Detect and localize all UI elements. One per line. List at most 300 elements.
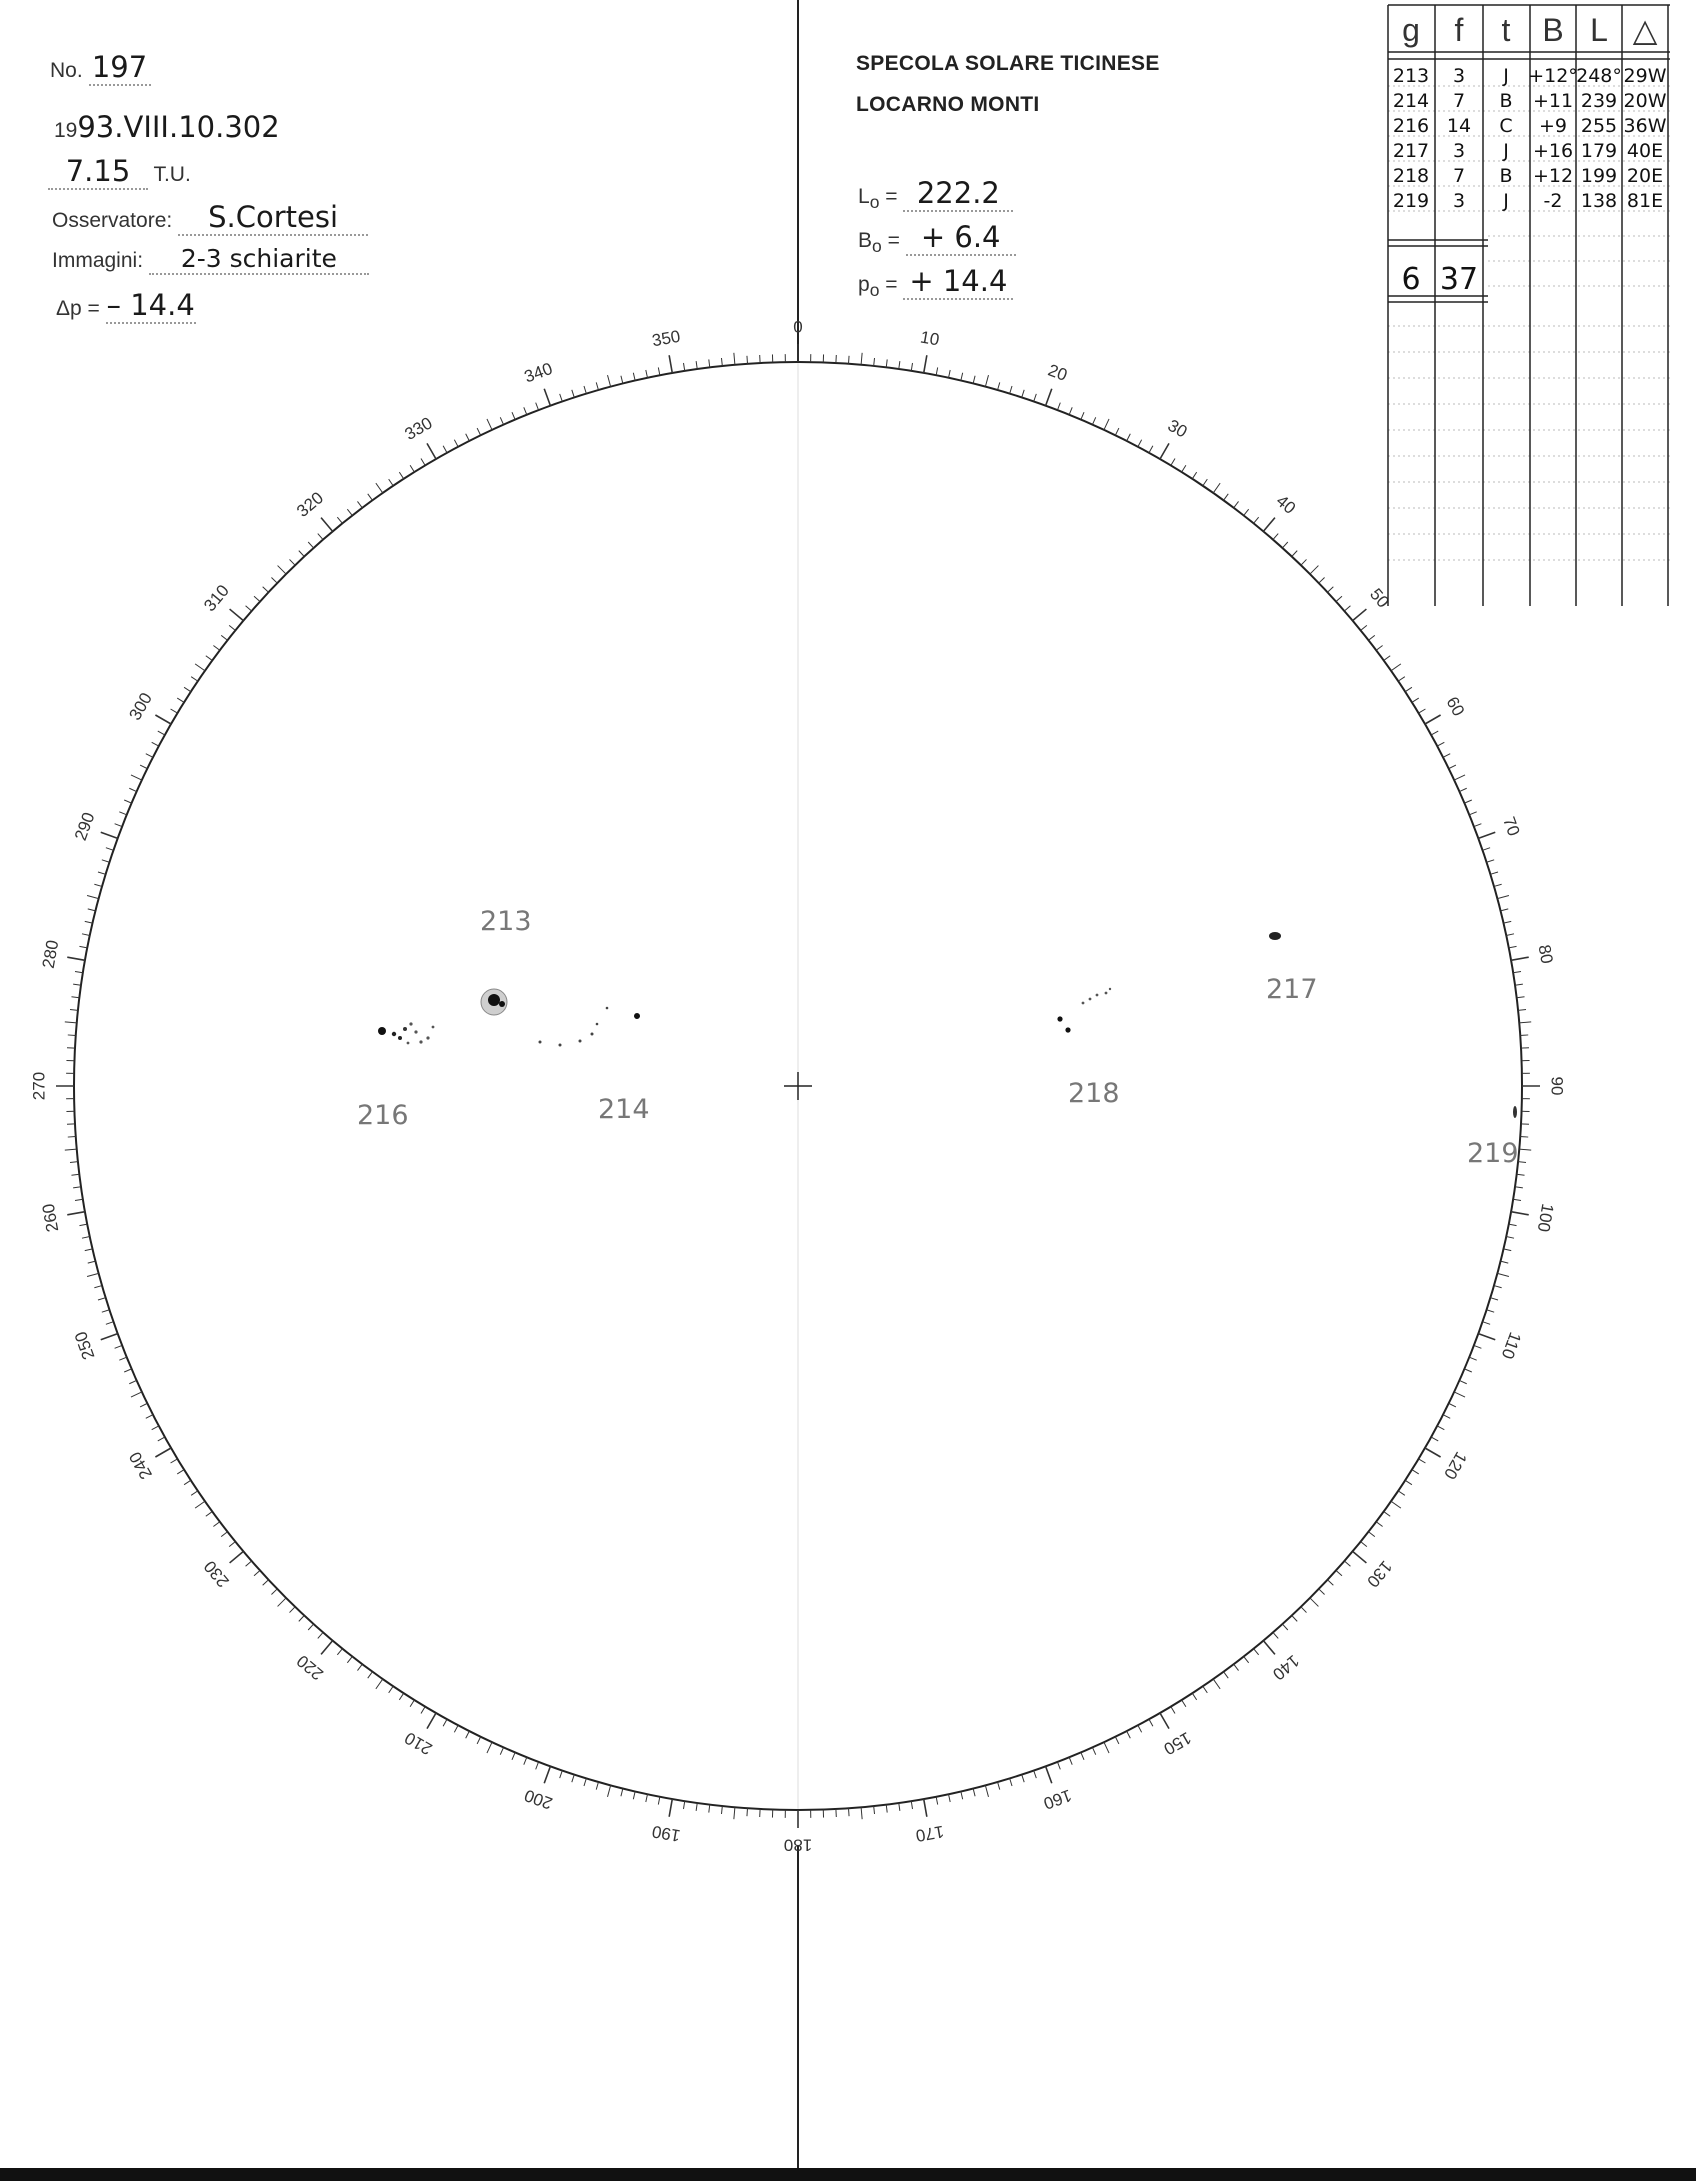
degree-tick <box>1138 440 1142 447</box>
degree-tick <box>1454 1392 1465 1397</box>
degree-tick <box>1494 1286 1502 1288</box>
degree-tick <box>911 1801 912 1809</box>
svg-text:J: J <box>1503 190 1509 212</box>
degree-label: 60 <box>1442 693 1469 720</box>
degree-tick <box>949 370 951 378</box>
degree-label: 130 <box>1363 1556 1396 1591</box>
svg-text:217: 217 <box>1392 140 1430 162</box>
degree-tick <box>646 370 648 378</box>
degree-tick <box>734 353 735 365</box>
lo-value: 222.2 <box>903 176 1013 212</box>
degree-tick <box>399 472 403 479</box>
degree-tick <box>1127 434 1131 441</box>
svg-text:+12°: +12° <box>1528 65 1578 87</box>
delta-p-value: – 14.4 <box>106 288 195 322</box>
degree-tick <box>1046 1766 1052 1783</box>
degree-tick <box>171 1459 178 1463</box>
degree-tick <box>271 578 277 584</box>
degree-tick <box>1319 1589 1325 1595</box>
svg-text:40E: 40E <box>1626 140 1664 162</box>
sunspot-dot <box>1513 1106 1517 1118</box>
degree-tick <box>1263 518 1275 532</box>
observer-value: S.Cortesi <box>178 200 368 236</box>
lo-field: $L_o = 222.2$ <box>858 176 1013 213</box>
degree-tick <box>1273 1632 1278 1638</box>
degree-tick <box>608 375 611 387</box>
degree-tick <box>146 754 153 758</box>
degree-tick <box>899 361 900 369</box>
svg-text:179: 179 <box>1580 140 1618 162</box>
date-value: 93.VIII.10.302 <box>77 110 280 144</box>
degree-tick <box>1437 742 1444 746</box>
degree-tick <box>68 1137 76 1138</box>
images-label: Immagini: <box>52 249 144 272</box>
lo-sub: o <box>869 192 880 213</box>
degree-tick <box>849 356 850 364</box>
degree-tick <box>357 501 362 507</box>
degree-tick <box>949 1794 951 1802</box>
degree-tick <box>633 1791 635 1799</box>
degree-tick <box>572 1775 574 1783</box>
sunspot-dot <box>403 1027 407 1031</box>
degree-tick <box>246 606 252 611</box>
degree-tick <box>337 517 342 523</box>
degree-tick <box>477 1737 481 1744</box>
degree-tick <box>98 1298 106 1300</box>
degree-tick <box>1391 1501 1401 1508</box>
degree-tick <box>1483 1322 1491 1325</box>
degree-tick <box>1263 1641 1275 1655</box>
degree-tick <box>152 742 159 746</box>
degree-tick <box>1384 1512 1390 1517</box>
sunspot-dot <box>398 1036 402 1040</box>
degree-label: 300 <box>125 689 156 724</box>
degree-tick <box>1369 635 1375 640</box>
degree-tick <box>1149 1719 1153 1726</box>
degree-tick <box>1464 1369 1471 1372</box>
degree-tick <box>886 359 887 367</box>
degree-tick <box>1369 1532 1375 1537</box>
bo-field: $B_o$ = + 6.4 <box>858 220 1016 257</box>
degree-tick <box>195 1501 205 1508</box>
svg-text:-2: -2 <box>1543 190 1563 212</box>
degree-tick <box>75 971 83 972</box>
degree-tick <box>1310 566 1318 574</box>
degree-tick <box>67 1212 85 1215</box>
degree-tick <box>747 356 748 364</box>
degree-label: 290 <box>70 809 99 843</box>
degree-tick <box>230 1551 244 1563</box>
degree-tick <box>1515 984 1523 985</box>
degree-label: 210 <box>401 1728 436 1759</box>
degree-tick <box>443 1719 447 1726</box>
sunspot-group-218 <box>1057 988 1111 1033</box>
degree-tick <box>1353 1551 1367 1563</box>
degree-tick <box>924 355 927 373</box>
degree-tick <box>87 1273 99 1276</box>
svg-text:J: J <box>1503 140 1509 162</box>
degree-tick <box>1520 1137 1528 1138</box>
degree-tick <box>389 1686 393 1693</box>
sunspot-dot <box>1269 932 1281 940</box>
degree-tick <box>131 1392 142 1397</box>
degree-tick <box>849 1808 850 1816</box>
images-value: 2-3 schiarite <box>149 244 369 275</box>
degree-tick <box>1034 1771 1037 1779</box>
degree-tick <box>1425 715 1441 724</box>
degree-tick <box>1513 971 1521 972</box>
degree-tick <box>357 1664 362 1670</box>
table-header-l: L <box>1590 12 1608 48</box>
degree-tick <box>500 417 503 424</box>
degree-tick <box>1511 957 1529 960</box>
degree-label: 280 <box>38 938 63 970</box>
svg-text:216: 216 <box>1392 115 1430 137</box>
degree-tick <box>454 1725 458 1732</box>
svg-text:36W: 36W <box>1623 115 1667 137</box>
table-header-f: f <box>1454 12 1464 48</box>
degree-label: 30 <box>1164 415 1191 442</box>
degree-tick <box>1203 479 1207 486</box>
degree-tick <box>1506 934 1514 936</box>
degree-tick <box>299 1616 304 1622</box>
degree-tick <box>1344 1561 1350 1566</box>
degree-tick <box>1464 800 1471 803</box>
degree-label: 140 <box>1268 1651 1303 1684</box>
degree-tick <box>221 635 227 640</box>
degree-tick <box>899 1803 900 1811</box>
sunspot-dot <box>414 1030 417 1033</box>
degree-tick <box>221 1532 227 1537</box>
degree-tick <box>1509 1224 1517 1226</box>
degree-tick <box>500 1747 503 1754</box>
degree-tick <box>621 376 623 384</box>
degree-tick <box>911 363 912 371</box>
degree-tick <box>998 382 1000 390</box>
degree-tick <box>1328 1580 1334 1585</box>
bo-label: B <box>858 229 873 252</box>
degree-tick <box>1487 860 1495 862</box>
degree-tick <box>101 832 118 838</box>
degree-tick <box>1104 1742 1109 1753</box>
degree-tick <box>376 1679 383 1689</box>
degree-tick <box>709 1805 710 1813</box>
degree-tick <box>318 534 323 540</box>
sunspot-dot <box>1065 1027 1070 1032</box>
degree-tick <box>229 1542 235 1547</box>
degree-tick <box>213 1522 219 1527</box>
degree-tick <box>1273 534 1278 540</box>
group-label-219: 219 <box>1467 1138 1519 1169</box>
svg-text:7: 7 <box>1452 90 1466 112</box>
degree-tick <box>1490 872 1498 874</box>
degree-tick <box>427 443 436 459</box>
degree-tick <box>1515 1187 1523 1188</box>
degree-tick <box>1353 609 1367 621</box>
degree-tick <box>936 367 938 375</box>
degree-label: 250 <box>70 1329 99 1363</box>
degree-tick <box>1301 1607 1307 1613</box>
degree-label: 110 <box>1497 1329 1525 1362</box>
sunspot-dot <box>1096 994 1099 997</box>
sunspot-dot <box>579 1040 582 1043</box>
degree-tick <box>544 389 550 406</box>
degree-tick <box>85 921 93 923</box>
degree-tick <box>1057 403 1060 410</box>
degree-tick <box>79 1224 87 1226</box>
group-table <box>1388 5 1670 606</box>
degree-tick <box>683 1801 684 1809</box>
degree-tick <box>544 1766 550 1783</box>
sunspot-dot <box>591 1033 594 1036</box>
degree-tick <box>1234 1664 1239 1670</box>
degree-label: 160 <box>1041 1785 1075 1814</box>
degree-tick <box>1431 1437 1438 1441</box>
sunspot-dot <box>426 1036 429 1039</box>
degree-tick <box>572 390 574 398</box>
time-unit: T.U. <box>153 163 191 186</box>
svg-text:+12: +12 <box>1532 165 1574 187</box>
degree-tick <box>278 566 286 574</box>
degree-tick <box>278 1598 286 1606</box>
degree-tick <box>70 1009 78 1010</box>
sunspot-dot <box>1109 988 1111 990</box>
degree-tick <box>886 1805 887 1813</box>
degree-tick <box>299 551 304 557</box>
page-bottom-border <box>0 2168 1696 2181</box>
svg-text:213: 213 <box>1392 65 1430 87</box>
degree-tick <box>191 1491 198 1495</box>
degree-tick <box>271 1589 277 1595</box>
degree-tick <box>1487 1310 1495 1312</box>
degree-label: 0 <box>793 317 803 337</box>
degree-tick <box>119 812 126 815</box>
degree-tick <box>1160 443 1169 459</box>
degree-label: 40 <box>1272 491 1300 518</box>
sunspot-group-216 <box>378 1022 434 1044</box>
degree-tick <box>973 1788 975 1796</box>
degree-tick <box>1412 1470 1419 1474</box>
degree-tick <box>399 1693 403 1700</box>
svg-text:214: 214 <box>1392 90 1430 112</box>
svg-text:218: 218 <box>1392 165 1430 187</box>
table-header-b: B <box>1542 12 1564 48</box>
degree-tick <box>1443 754 1450 758</box>
degree-tick <box>1506 1237 1514 1239</box>
degree-tick <box>487 1742 492 1753</box>
degree-tick <box>1384 656 1390 661</box>
degree-tick <box>1010 386 1012 394</box>
degree-tick <box>1138 1725 1142 1732</box>
degree-tick <box>246 1561 252 1566</box>
table-header-g: g <box>1402 12 1420 48</box>
degree-tick <box>584 386 586 394</box>
degree-tick <box>421 1707 425 1714</box>
degree-tick <box>985 1785 988 1797</box>
sunspot-dot <box>1089 998 1092 1001</box>
table-row <box>1393 65 1667 87</box>
degree-tick <box>658 367 660 375</box>
svg-text:29W: 29W <box>1623 65 1667 87</box>
group-label-214: 214 <box>598 1094 650 1125</box>
degree-tick <box>1449 1403 1456 1407</box>
bo-sub: o <box>872 236 882 257</box>
degree-tick <box>115 824 122 827</box>
degree-tick <box>1376 1522 1382 1527</box>
degree-tick <box>683 363 684 371</box>
sunspot-group-213 <box>481 989 507 1015</box>
degree-tick <box>1469 812 1476 815</box>
degree-tick <box>1104 419 1109 430</box>
degree-tick <box>536 403 539 410</box>
degree-tick <box>1517 1174 1525 1175</box>
degree-tick <box>106 848 114 851</box>
table-header-delta: △ <box>1632 12 1658 48</box>
degree-tick <box>85 1249 93 1251</box>
degree-label: 10 <box>918 327 941 350</box>
degree-tick <box>1319 578 1325 584</box>
degree-tick <box>560 1771 563 1779</box>
po-sub: o <box>869 280 880 301</box>
degree-tick <box>1282 542 1287 548</box>
sunspot-dot <box>596 1023 599 1026</box>
degree-tick <box>131 775 142 780</box>
svg-text:+11: +11 <box>1532 90 1574 112</box>
degree-tick <box>1437 1426 1444 1430</box>
degree-tick <box>1160 1713 1169 1729</box>
degree-tick <box>1419 709 1426 713</box>
degree-label: 240 <box>125 1448 156 1483</box>
degree-tick <box>1398 677 1405 681</box>
degree-tick <box>308 542 313 548</box>
degree-tick <box>1518 1009 1526 1010</box>
delta-p-label: Δp = <box>56 297 100 320</box>
degree-tick <box>669 1799 672 1817</box>
svg-text:14: 14 <box>1446 115 1472 137</box>
degree-tick <box>263 1580 269 1585</box>
degree-label: 170 <box>914 1821 946 1846</box>
degree-tick <box>1474 824 1481 827</box>
degree-tick <box>1081 1752 1084 1759</box>
degree-tick <box>1022 1775 1024 1783</box>
svg-text:81E: 81E <box>1626 190 1664 212</box>
degree-tick <box>696 361 697 369</box>
degree-tick <box>961 373 963 381</box>
degree-tick <box>874 1806 875 1814</box>
degree-tick <box>861 1807 862 1819</box>
svg-text:138: 138 <box>1580 190 1618 212</box>
degree-tick <box>1376 645 1382 650</box>
degree-tick <box>71 1174 79 1175</box>
degree-tick <box>1361 625 1367 630</box>
degree-tick <box>1459 1380 1466 1383</box>
degree-tick <box>88 909 96 911</box>
svg-text:3: 3 <box>1452 190 1466 212</box>
svg-text:+16: +16 <box>1532 140 1574 162</box>
degree-tick <box>1474 1345 1481 1348</box>
degree-label: 50 <box>1366 584 1393 612</box>
degree-label: 330 <box>401 413 436 444</box>
degree-tick <box>1328 587 1334 592</box>
degree-tick <box>410 465 414 472</box>
degree-tick <box>1361 1542 1367 1547</box>
degree-tick <box>368 494 373 500</box>
sunspot-dot <box>1057 1016 1062 1021</box>
degree-tick <box>171 709 178 713</box>
degree-tick <box>177 1470 184 1474</box>
degree-tick <box>646 1794 648 1802</box>
degree-label: 270 <box>29 1071 49 1101</box>
svg-text:219: 219 <box>1392 190 1430 212</box>
degree-tick <box>158 1437 165 1441</box>
degree-tick <box>1092 417 1095 424</box>
degree-tick <box>1517 997 1525 998</box>
degree-tick <box>152 1426 159 1430</box>
degree-label: 70 <box>1499 814 1524 839</box>
degree-tick <box>184 687 191 691</box>
degree-tick <box>155 1448 171 1457</box>
degree-tick <box>88 1261 96 1263</box>
degree-tick <box>254 596 260 601</box>
degree-tick <box>721 358 722 366</box>
degree-tick <box>1022 390 1024 398</box>
degree-tick <box>747 1808 748 1816</box>
degree-tick <box>206 656 212 661</box>
table-total-groups: 6 <box>1401 262 1421 297</box>
degree-tick <box>1213 1679 1220 1689</box>
observer-label: Osservatore: <box>52 209 173 232</box>
degree-tick <box>961 1791 963 1799</box>
degree-tick <box>1171 1707 1175 1714</box>
degree-tick <box>102 1310 110 1312</box>
degree-tick <box>1182 465 1186 472</box>
degree-tick <box>1405 1480 1412 1484</box>
degree-tick <box>1425 1448 1441 1457</box>
degree-tick <box>82 1237 90 1239</box>
degree-tick <box>998 1782 1000 1790</box>
degree-tick <box>1513 1199 1521 1200</box>
degree-tick <box>102 860 110 862</box>
sunspot-umbra <box>499 1001 505 1007</box>
observatory-name: SPECOLA SOLARE TICINESE <box>856 52 1160 75</box>
degree-tick <box>1244 509 1249 515</box>
degree-tick <box>119 1357 126 1360</box>
degree-label: 230 <box>200 1556 233 1591</box>
degree-tick <box>1469 1357 1476 1360</box>
degree-tick <box>146 1415 153 1419</box>
degree-tick <box>410 1700 414 1707</box>
degree-label: 150 <box>1160 1728 1195 1759</box>
degree-tick <box>477 428 481 435</box>
group-label-217: 217 <box>1266 974 1318 1005</box>
degree-tick <box>524 407 527 414</box>
degree-tick <box>1412 698 1419 702</box>
degree-tick <box>229 625 235 630</box>
svg-text:248°: 248° <box>1576 65 1622 87</box>
degree-tick <box>98 872 106 874</box>
degree-tick <box>1454 775 1465 780</box>
sunspot-group-217 <box>1269 932 1281 940</box>
degree-tick <box>1182 1700 1186 1707</box>
po-value: + 14.4 <box>903 264 1013 300</box>
degree-tick <box>1509 946 1517 948</box>
degree-tick <box>985 375 988 387</box>
degree-tick <box>596 382 598 390</box>
group-label-213: 213 <box>480 906 532 937</box>
degree-tick <box>1234 501 1239 507</box>
degree-tick <box>1244 1657 1249 1663</box>
degree-tick <box>1224 494 1229 500</box>
